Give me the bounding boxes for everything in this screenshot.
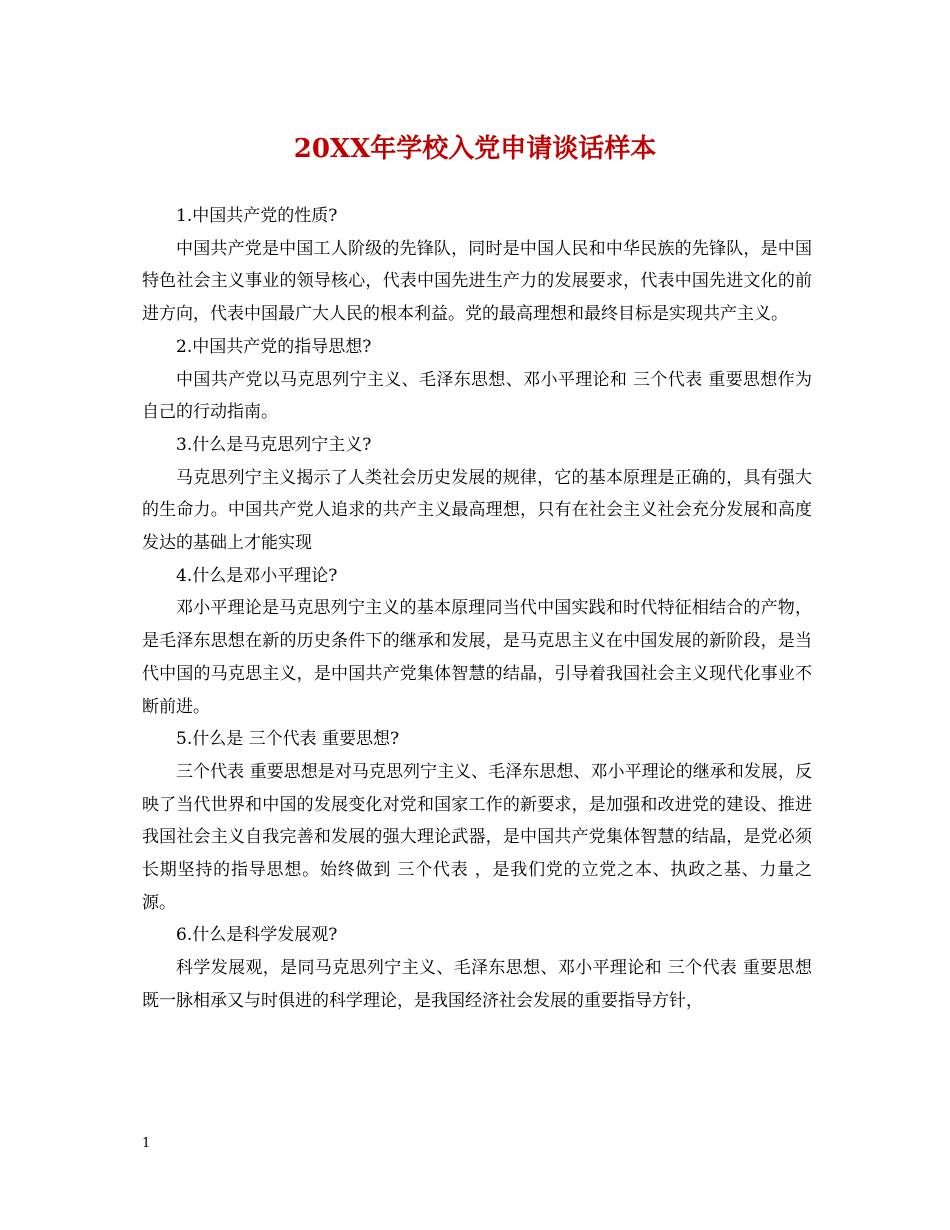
question-2: 2.中国共产党的指导思想? [176, 336, 372, 357]
question-4: 4.什么是邓小平理论? [176, 565, 338, 586]
document-body [142, 200, 812, 1018]
answer-1: 中国共产党是中国工人阶级的先锋队，同时是中国人民和中华民族的先锋队，是中国特色社会主义事业的领导核心，代表中国先进生产力的发展要求，代表中国先进文化的前进方向，代表中国最广大人民的根本利益。党的最高理想和最终目标是实现共产主义。 [142, 238, 812, 325]
answer-4: 邓小平理论是马克思列宁主义的基本原理同当代中国实践和时代特征相结合的产物，是毛泽东思想在新的历史条件下的继承和发展，是马克思主义在中国发展的新阶段，是当代中国的马克思主义，是中国共产党集体智慧的结晶，引导着我国社会主义现代化事业不断前进。 [142, 598, 812, 717]
page-number: 1 [142, 1136, 151, 1151]
question-5: 5.什么是 三个代表 重要思想? [176, 729, 400, 750]
answer-3: 马克思列宁主义揭示了人类社会历史发展的规律，它的基本原理是正确的，具有强大的生命力。中国共产党人追求的共产主义最高理想，只有在社会主义社会充分发展和高度发达的基础上才能实现 [142, 467, 812, 554]
answer-2: 中国共产党以马克思列宁主义、毛泽东思想、邓小平理论和 三个代表 重要思想作为自己的行动指南。 [142, 369, 812, 423]
answer-5: 三个代表 重要思想是对马克思列宁主义、毛泽东思想、邓小平理论的继承和发展，反映了当代世界和中国的发展变化对党和国家工作的新要求，是加强和改进党的建设、推进我国社会主义自我完善和发展的强大理论武器，是中国共产党集体智慧的结晶，是党必须长期坚持的指导思想。始终做到 三个代表 ，是我们党的立党之本、执政之基、力量之源。 [142, 761, 812, 913]
document-title: 20XX年学校入党申请谈话样本 [293, 134, 657, 164]
answer-6: 科学发展观，是同马克思列宁主义、毛泽东思想、邓小平理论和 三个代表 重要思想既一脉相承又与时俱进的科学理论，是我国经济社会发展的重要指导方针， [142, 958, 812, 1011]
question-3: 3.什么是马克思列宁主义? [176, 434, 372, 455]
question-6: 6.什么是科学发展观? [176, 925, 338, 946]
question-1: 1.中国共产党的性质? [176, 206, 338, 226]
